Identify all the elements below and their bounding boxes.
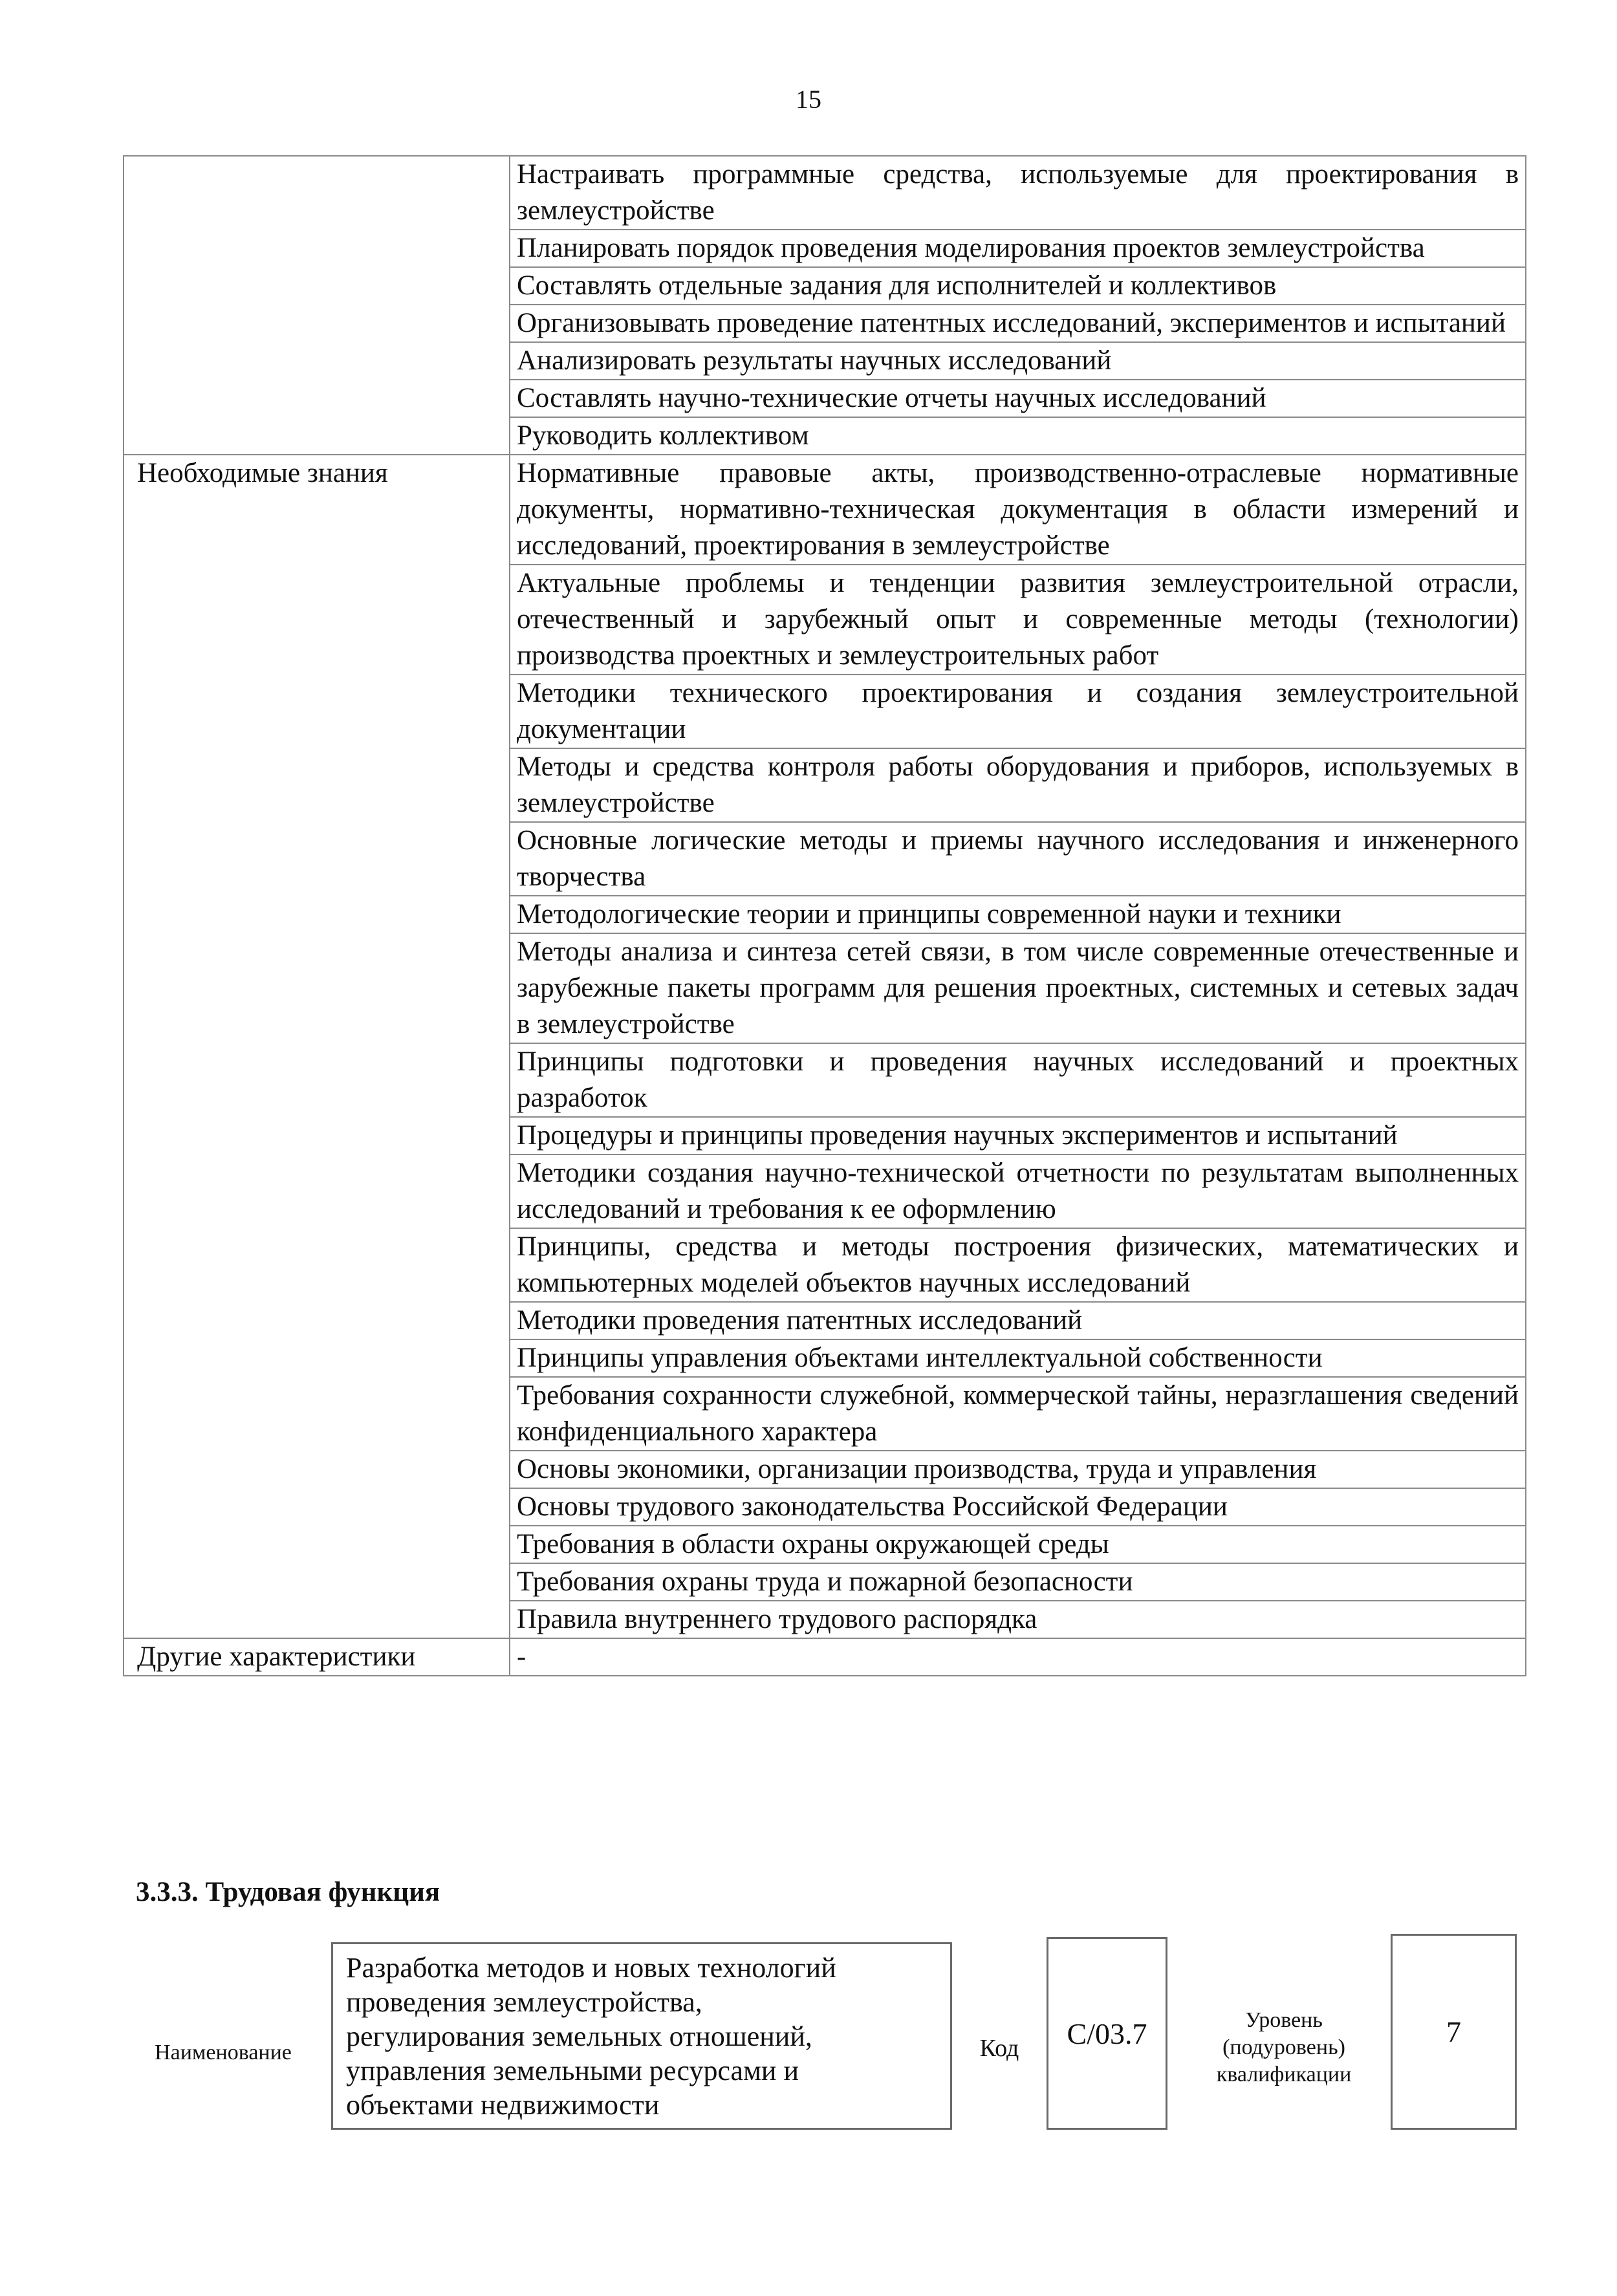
table-row [124, 156, 1526, 230]
skills-label-cell [124, 156, 510, 455]
level-box [1391, 1934, 1517, 2130]
section-heading: 3.3.3. Трудовая функция [136, 1877, 440, 1907]
function-name-line: проведения землеустройства, [346, 1986, 702, 2018]
knowledge-item: Актуальные проблемы и тенденции развития землеустроительной отрасли, отечественный и зарубежный опыт и современные методы (технологии) производства проектных и землеустроительных работ [510, 565, 1526, 675]
skill-item: Руководить коллективом [510, 417, 1526, 455]
knowledge-item: Процедуры и принципы проведения научных экспериментов и испытаний [510, 1117, 1526, 1154]
knowledge-item: Принципы подготовки и проведения научных исследований и проектных разработок [510, 1043, 1526, 1117]
function-name-line: Разработка методов и новых технологий [346, 1952, 836, 1984]
level-label [1190, 2007, 1378, 2088]
knowledge-item: Методы и средства контроля работы оборудования и приборов, используемых в землеустройстве [510, 748, 1526, 822]
table-row [124, 455, 1526, 565]
knowledge-item: Методики проведения патентных исследований [510, 1302, 1526, 1339]
level-label-line: (подуровень) [1222, 2035, 1345, 2059]
function-name-box [331, 1942, 952, 2130]
name-label: Наименование [155, 2041, 292, 2064]
knowledge-item: Методы анализа и синтеза сетей связи, в том числе современные отечественные и зарубежные пакеты программ для решения проектных, системных и сетевых задач в землеустройстве [510, 933, 1526, 1043]
knowledge-item: Основы экономики, организации производства, труда и управления [510, 1451, 1526, 1488]
other-characteristics-value: - [510, 1638, 1526, 1676]
function-name-line: регулирования земельных отношений, [346, 2020, 812, 2052]
level-label-line: Уровень [1245, 2008, 1323, 2032]
skill-item: Настраивать программные средства, используемые для проектирования в землеустройстве [510, 156, 1526, 230]
skill-item: Анализировать результаты научных исследований [510, 342, 1526, 380]
code-value: C/03.7 [1067, 2017, 1147, 2050]
requirements-table [123, 155, 1526, 1676]
knowledge-item: Требования в области охраны окружающей среды [510, 1526, 1526, 1563]
knowledge-item: Нормативные правовые акты, производственно-отраслевые нормативные документы, нормативно-техническая документация в области измерений и исследований, проектирования в землеустройстве [510, 455, 1526, 565]
knowledge-item: Методики технического проектирования и создания землеустроительной документации [510, 675, 1526, 748]
knowledge-item: Основы трудового законодательства Российской Федерации [510, 1488, 1526, 1526]
knowledge-label: Необходимые знания [124, 455, 510, 1638]
level-value: 7 [1446, 2015, 1461, 2048]
other-characteristics-label: Другие характеристики [124, 1638, 510, 1676]
skill-item: Составлять научно-технические отчеты научных исследований [510, 380, 1526, 417]
knowledge-item: Принципы управления объектами интеллектуальной собственности [510, 1339, 1526, 1377]
knowledge-item: Принципы, средства и методы построения физических, математических и компьютерных моделей объектов научных исследований [510, 1228, 1526, 1302]
skill-item: Планировать порядок проведения моделирования проектов землеустройства [510, 230, 1526, 267]
table-row [124, 1638, 1526, 1676]
knowledge-item: Методологические теории и принципы современной науки и техники [510, 896, 1526, 933]
knowledge-item: Правила внутреннего трудового распорядка [510, 1601, 1526, 1638]
level-label-line: квалификации [1216, 2063, 1352, 2086]
skill-item: Организовывать проведение патентных исследований, экспериментов и испытаний [510, 305, 1526, 342]
knowledge-item: Требования сохранности служебной, коммерческой тайны, неразглашения сведений конфиденциального характера [510, 1377, 1526, 1451]
function-name-line: управления земельными ресурсами и [346, 2055, 799, 2086]
code-label: Код [979, 2035, 1019, 2062]
page-number: 15 [796, 85, 821, 114]
skill-item: Составлять отдельные задания для исполнителей и коллективов [510, 267, 1526, 305]
function-name-line: объектами недвижимости [346, 2089, 660, 2121]
code-box [1047, 1937, 1167, 2130]
knowledge-item: Методики создания научно-технической отчетности по результатам выполненных исследований и требования к ее оформлению [510, 1154, 1526, 1228]
knowledge-item: Основные логические методы и приемы научного исследования и инженерного творчества [510, 822, 1526, 896]
knowledge-item: Требования охраны труда и пожарной безопасности [510, 1563, 1526, 1601]
